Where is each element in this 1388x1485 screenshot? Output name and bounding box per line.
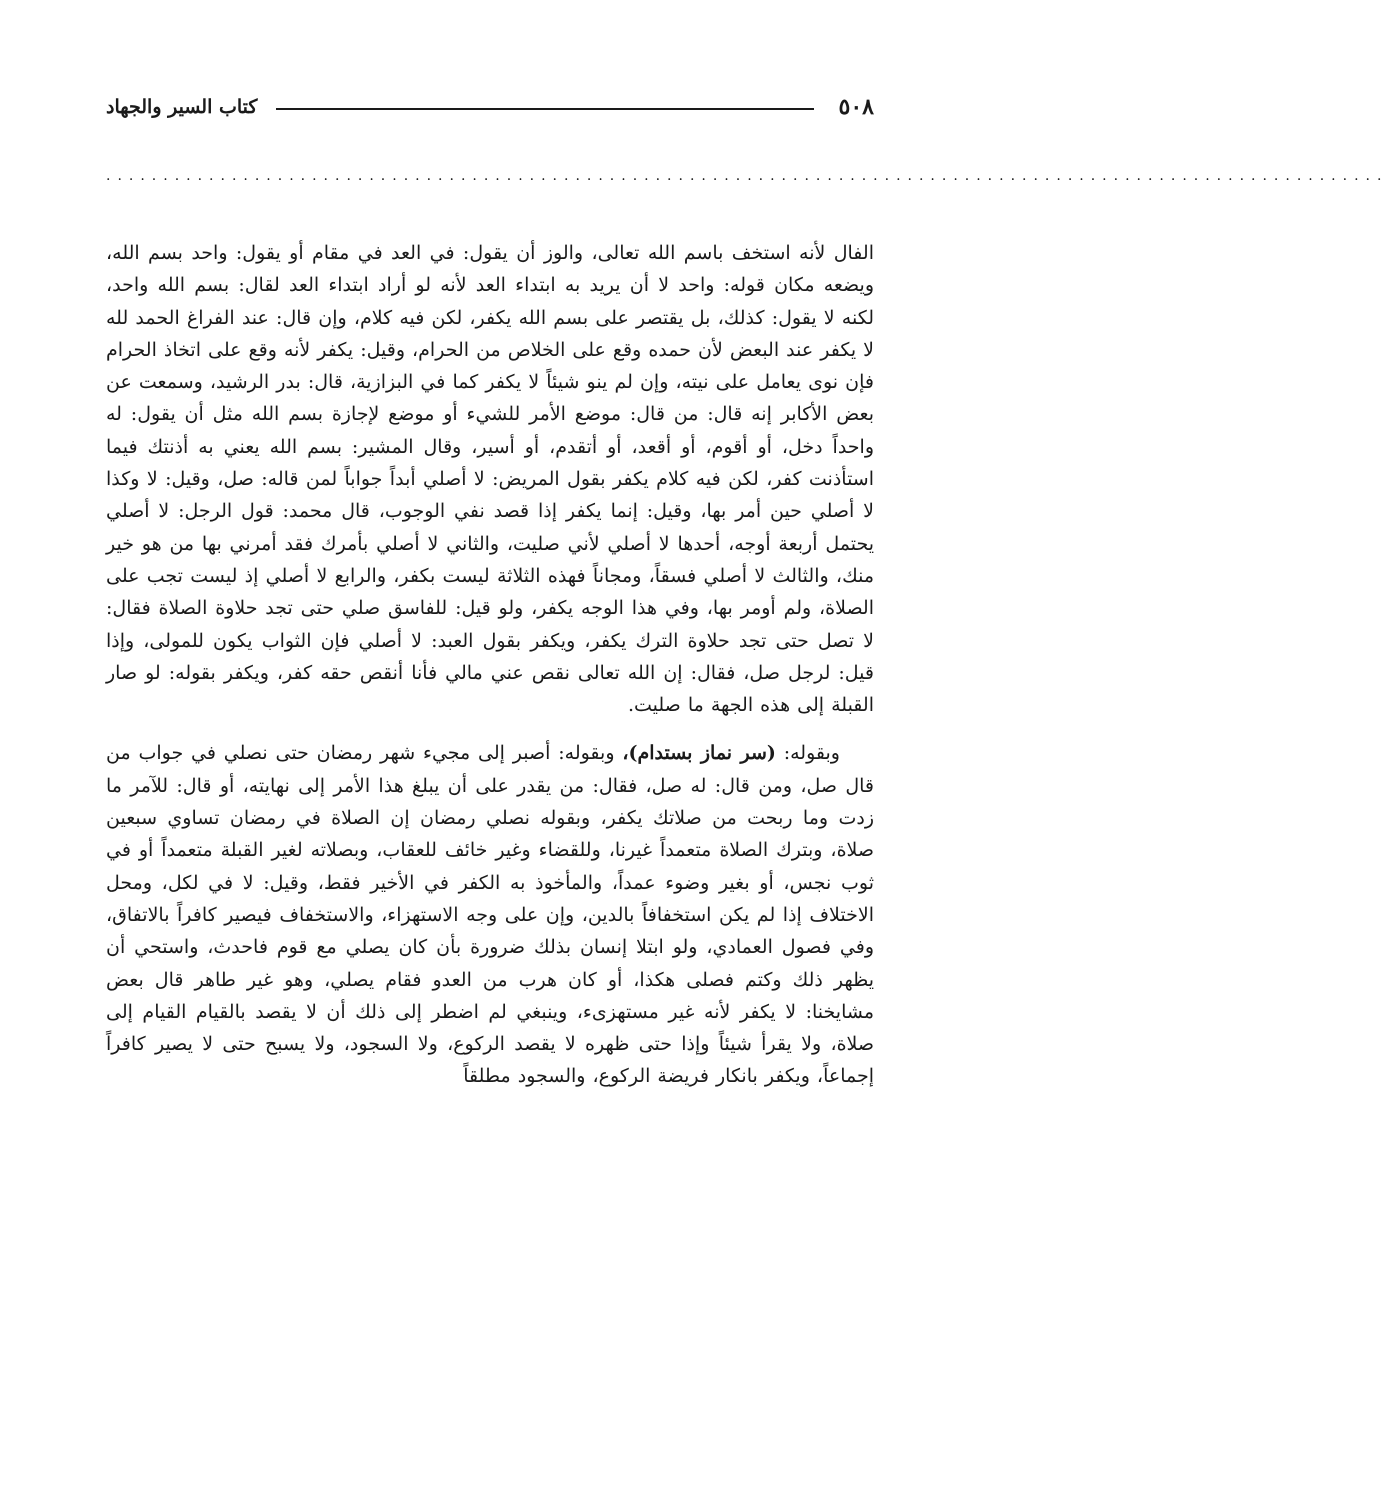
paragraph-2 bbox=[106, 737, 874, 1092]
persian-quote: (سر نماز بستدام)، bbox=[622, 742, 776, 765]
main-text bbox=[106, 237, 874, 1093]
book-title: كتاب السير والجهاد bbox=[106, 96, 258, 118]
paragraph-1: الفال لأنه استخف باسم الله تعالى، والوز أن يقول: في العد في مقام أو يقول: واحد بسم الله، ويضعه مكان قوله: واحد لا أن يريد به ابتداء العد لأنه لو أراد ابتداء العد لقال: بسم الله واحد، لكنه لا يقول: كذلك، بل يقتصر على بسم الله يكفر، لكن فيه كلام، وإن قال: عند الفراغ الحمد لله لا يكفر عند البعض لأن حمده وقع على الخلاص من الحرام، وقيل: يكفر لأنه وقع على اتخاذ الحرام فإن نوى يعامل على نيته، وإن لم ينو شيئاً لا يكفر كما في البزازية، قال: بدر الرشيد، وسمعت عن بعض الأكابر إنه قال: من قال: موضع الأمر للشيء أو موضع لإجازة بسم الله مثل أن يقول: له واحداً دخل، أو أقوم، أو أقعد، أو أتقدم، أو أسير، وقال المشير: بسم الله يعني به أذنتك فيما استأذنت كفر، لكن فيه كلام يكفر بقول المريض: لا أصلي أبداً جواباً لمن قاله: صل، وقيل: لا وكذا لا أصلي حين أمر بها، وقيل: إنما يكفر إذا قصد نفي الوجوب، قال محمد: قول الرجل: لا أصلي يحتمل أربعة أوجه، أحدها لا أصلي لأني صليت، والثاني لا أصلي بأمرك فقد أمرني بها من هو خير منك، والثالث لا أصلي فسقاً، ومجاناً فهذه الثلاثة ليست بكفر، والرابع لا أصلي إذ ليست تجب على الصلاة، ولم أومر بها، وفي هذا الوجه يكفر، ولو قيل: للفاسق صلي حتى تجد حلاوة الصلاة فقال: لا تصل حتى تجد حلاوة الترك يكفر، ويكفر بقول العبد: لا أصلي فإن الثواب يكون للمولى، وإذا قيل: لرجل صل، فقال: إن الله تعالى نقص عني مالي فأنا أنقص حقه كفر، ويكفر بقوله: لو صار القبلة إلى هذه الجهة ما صليت. bbox=[106, 242, 874, 717]
dotted-separator: ................................................................................................................ bbox=[106, 168, 1388, 184]
running-header bbox=[106, 92, 874, 126]
paragraph-2-body: وبقوله: أصبر إلى مجيء شهر رمضان حتى نصلي في جواب من قال صل، ومن قال: له صل، فقال: من يقدر على أن يبلغ هذا الأمر إلى نهايته، أو قال: للآمر ما زدت وما ربحت من صلاتك يكفر، وبقوله نصلي رمضان إن الصلاة في رمضان تساوي سبعين صلاة، وبترك الصلاة متعمداً غيرنا، وللقضاء وغير خائف للعقاب، وبصلاته لغير القبلة متعمداً أو في ثوب نجس، أو بغير وضوء عمداً، والمأخوذ به الكفر في الأخير فقط، وقيل: لا في لكل، ومحل الاختلاف إذا لم يكن استخفافاً بالدين، وإن على وجه الاستهزاء، والاستخفاف فيصير كافراً بالاتفاق، وفي فصول العمادي، ولو ابتلا إنسان بذلك ضرورة بأن كان يصلي مع قوم فاحدث، واستحي أن يظهر ذلك وكتم فصلى هكذا، أو كان هرب من العدو فقام يصلي، وهو غير طاهر قال بعض مشايخنا: لا يكفر لأنه غير مستهزىء، وينبغي لم اضطر إلى ذلك أن لا يقصد بالقيام القيام إلى صلاة، ولا يقرأ شيئاً وإذا حتى ظهره لا يقصد الركوع، ولا السجود، ولا يسبح حتى لا يصير كافراً إجماعاً، ويكفر بانكار فريضة الركوع، والسجود مطلقاً bbox=[106, 742, 874, 1088]
paragraph-2-lead: وبقوله: bbox=[783, 742, 840, 765]
header-rule bbox=[276, 108, 814, 110]
page-number: ٥٠٨ bbox=[838, 94, 874, 120]
